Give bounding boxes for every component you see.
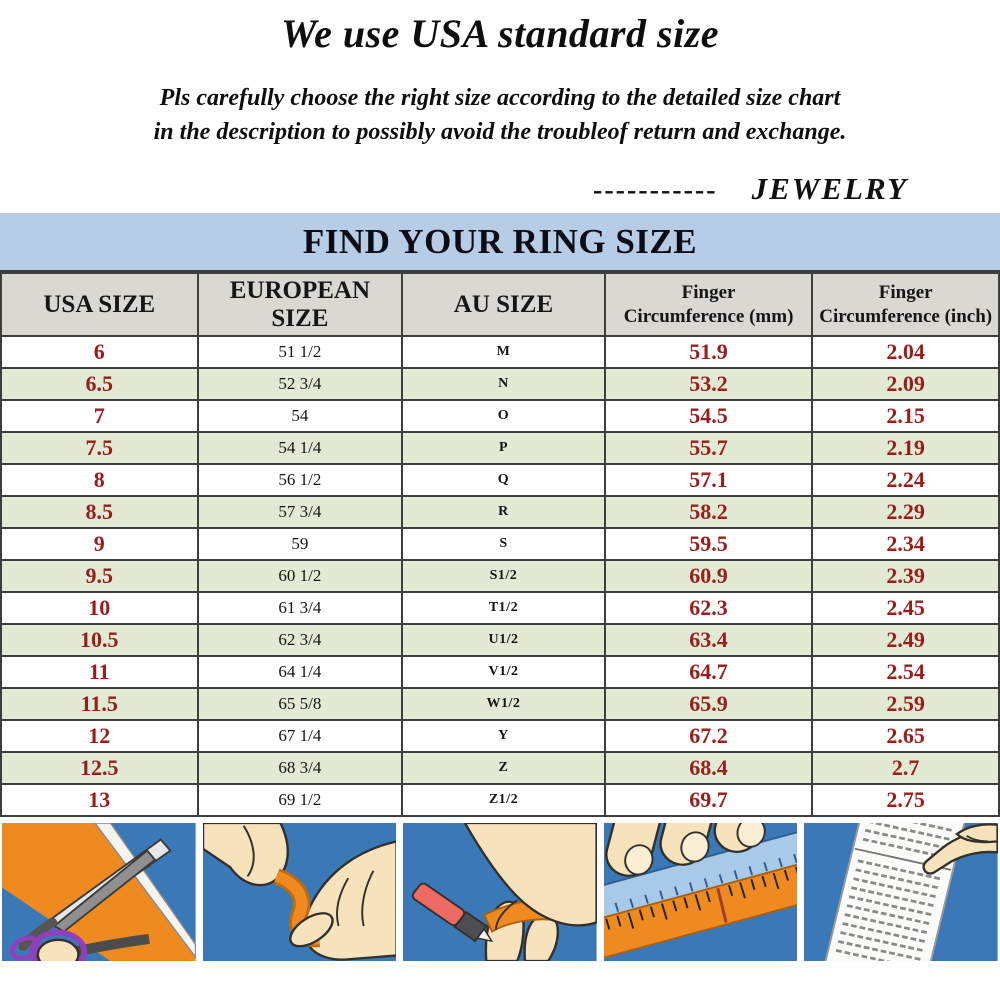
step-2 [203,823,397,961]
cell-mm: 62.3 [605,592,813,624]
cell-inch: 2.59 [812,688,999,720]
cell-au: O [402,400,605,432]
cell-inch: 2.49 [812,624,999,656]
size-row-8 [1,464,999,496]
cell-inch: 2.24 [812,464,999,496]
column-header-inch: Finger Circumference (inch) [812,273,999,336]
step-5 [804,823,998,961]
cell-inch: 2.09 [812,368,999,400]
cell-mm: 55.7 [605,432,813,464]
size-row-12.5 [1,752,999,784]
size-row-9 [1,528,999,560]
size-row-11.5 [1,688,999,720]
cell-eu: 56 1/2 [198,464,403,496]
cell-usa: 10 [1,592,198,624]
cell-usa: 12 [1,720,198,752]
size-row-6.5 [1,368,999,400]
cell-eu: 52 3/4 [198,368,403,400]
cell-eu: 54 [198,400,403,432]
dashed-line: ----------- [593,175,718,206]
cell-inch: 2.39 [812,560,999,592]
size-row-10 [1,592,999,624]
cell-usa: 9 [1,528,198,560]
cell-mm: 64.7 [605,656,813,688]
page-title: We use USA standard size [280,11,719,56]
wrap-strip-around-finger-illustration [203,823,397,961]
cell-au: U1/2 [402,624,605,656]
cell-au: Q [402,464,605,496]
cell-eu: 67 1/4 [198,720,403,752]
cell-usa: 12.5 [1,752,198,784]
cell-eu: 62 3/4 [198,624,403,656]
size-row-9.5 [1,560,999,592]
cell-au: Y [402,720,605,752]
column-header-mm: Finger Circumference (mm) [605,273,813,336]
ring-size-table [0,272,1000,817]
section-banner [0,213,1000,272]
cell-mm: 67.2 [605,720,813,752]
cell-inch: 2.45 [812,592,999,624]
cell-inch: 2.7 [812,752,999,784]
column-header-au: AU SIZE [402,273,605,336]
cell-mm: 65.9 [605,688,813,720]
cell-au: M [402,336,605,368]
cell-mm: 57.1 [605,464,813,496]
cell-eu: 51 1/2 [198,336,403,368]
cell-usa: 6 [1,336,198,368]
cell-eu: 69 1/2 [198,784,403,816]
cell-usa: 11.5 [1,688,198,720]
cell-mm: 60.9 [605,560,813,592]
cell-eu: 64 1/4 [198,656,403,688]
cell-inch: 2.65 [812,720,999,752]
cell-inch: 2.15 [812,400,999,432]
cell-au: V1/2 [402,656,605,688]
cell-au: P [402,432,605,464]
cell-usa: 7 [1,400,198,432]
cell-mm: 68.4 [605,752,813,784]
cell-inch: 2.04 [812,336,999,368]
size-row-12 [1,720,999,752]
cell-mm: 63.4 [605,624,813,656]
column-header-eu: EUROPEAN SIZE [198,273,403,336]
table-header-row [1,273,999,336]
cell-au: Z [402,752,605,784]
size-row-10.5 [1,624,999,656]
brand-name: JEWELRY [751,171,908,206]
measuring-steps [0,817,1000,969]
cell-inch: 2.54 [812,656,999,688]
size-row-11 [1,656,999,688]
cell-mm: 59.5 [605,528,813,560]
brand-row [0,171,1000,207]
cell-inch: 2.34 [812,528,999,560]
size-row-7.5 [1,432,999,464]
cell-au: Z1/2 [402,784,605,816]
compare-size-chart-illustration [804,823,998,961]
banner-title: FIND YOUR RING SIZE [302,221,698,261]
cell-usa: 9.5 [1,560,198,592]
cell-au: S1/2 [402,560,605,592]
cell-mm: 51.9 [605,336,813,368]
cell-usa: 13 [1,784,198,816]
size-row-13 [1,784,999,816]
cell-eu: 65 5/8 [198,688,403,720]
cell-mm: 54.5 [605,400,813,432]
cell-eu: 60 1/2 [198,560,403,592]
cell-usa: 8 [1,464,198,496]
step-4 [604,823,798,961]
cell-au: S [402,528,605,560]
cell-eu: 61 3/4 [198,592,403,624]
cell-eu: 57 3/4 [198,496,403,528]
cell-usa: 7.5 [1,432,198,464]
mark-overlap-with-pen-illustration [403,823,597,961]
cell-au: T1/2 [402,592,605,624]
cell-au: R [402,496,605,528]
cell-au: N [402,368,605,400]
intro-section [0,0,1000,213]
cell-eu: 68 3/4 [198,752,403,784]
cell-mm: 53.2 [605,368,813,400]
cell-eu: 59 [198,528,403,560]
step-1 [2,823,196,961]
measure-strip-with-ruler-illustration [604,823,798,961]
cell-eu: 54 1/4 [198,432,403,464]
cell-inch: 2.75 [812,784,999,816]
cell-usa: 11 [1,656,198,688]
cell-usa: 10.5 [1,624,198,656]
step-3 [403,823,597,961]
size-row-8.5 [1,496,999,528]
cell-mm: 69.7 [605,784,813,816]
size-row-7 [1,400,999,432]
cell-usa: 6.5 [1,368,198,400]
cell-au: W1/2 [402,688,605,720]
advisory-text [0,81,1000,149]
advisory-line-2: in the description to possibly avoid the troubleof return and exchange. [153,119,847,145]
cell-inch: 2.29 [812,496,999,528]
cell-inch: 2.19 [812,432,999,464]
cell-mm: 58.2 [605,496,813,528]
column-header-usa: USA SIZE [1,273,198,336]
scissors-cut-strip-illustration [2,823,196,961]
advisory-line-1: Pls carefully choose the right size according to the detailed size chart [159,85,841,111]
size-row-6 [1,336,999,368]
cell-usa: 8.5 [1,496,198,528]
